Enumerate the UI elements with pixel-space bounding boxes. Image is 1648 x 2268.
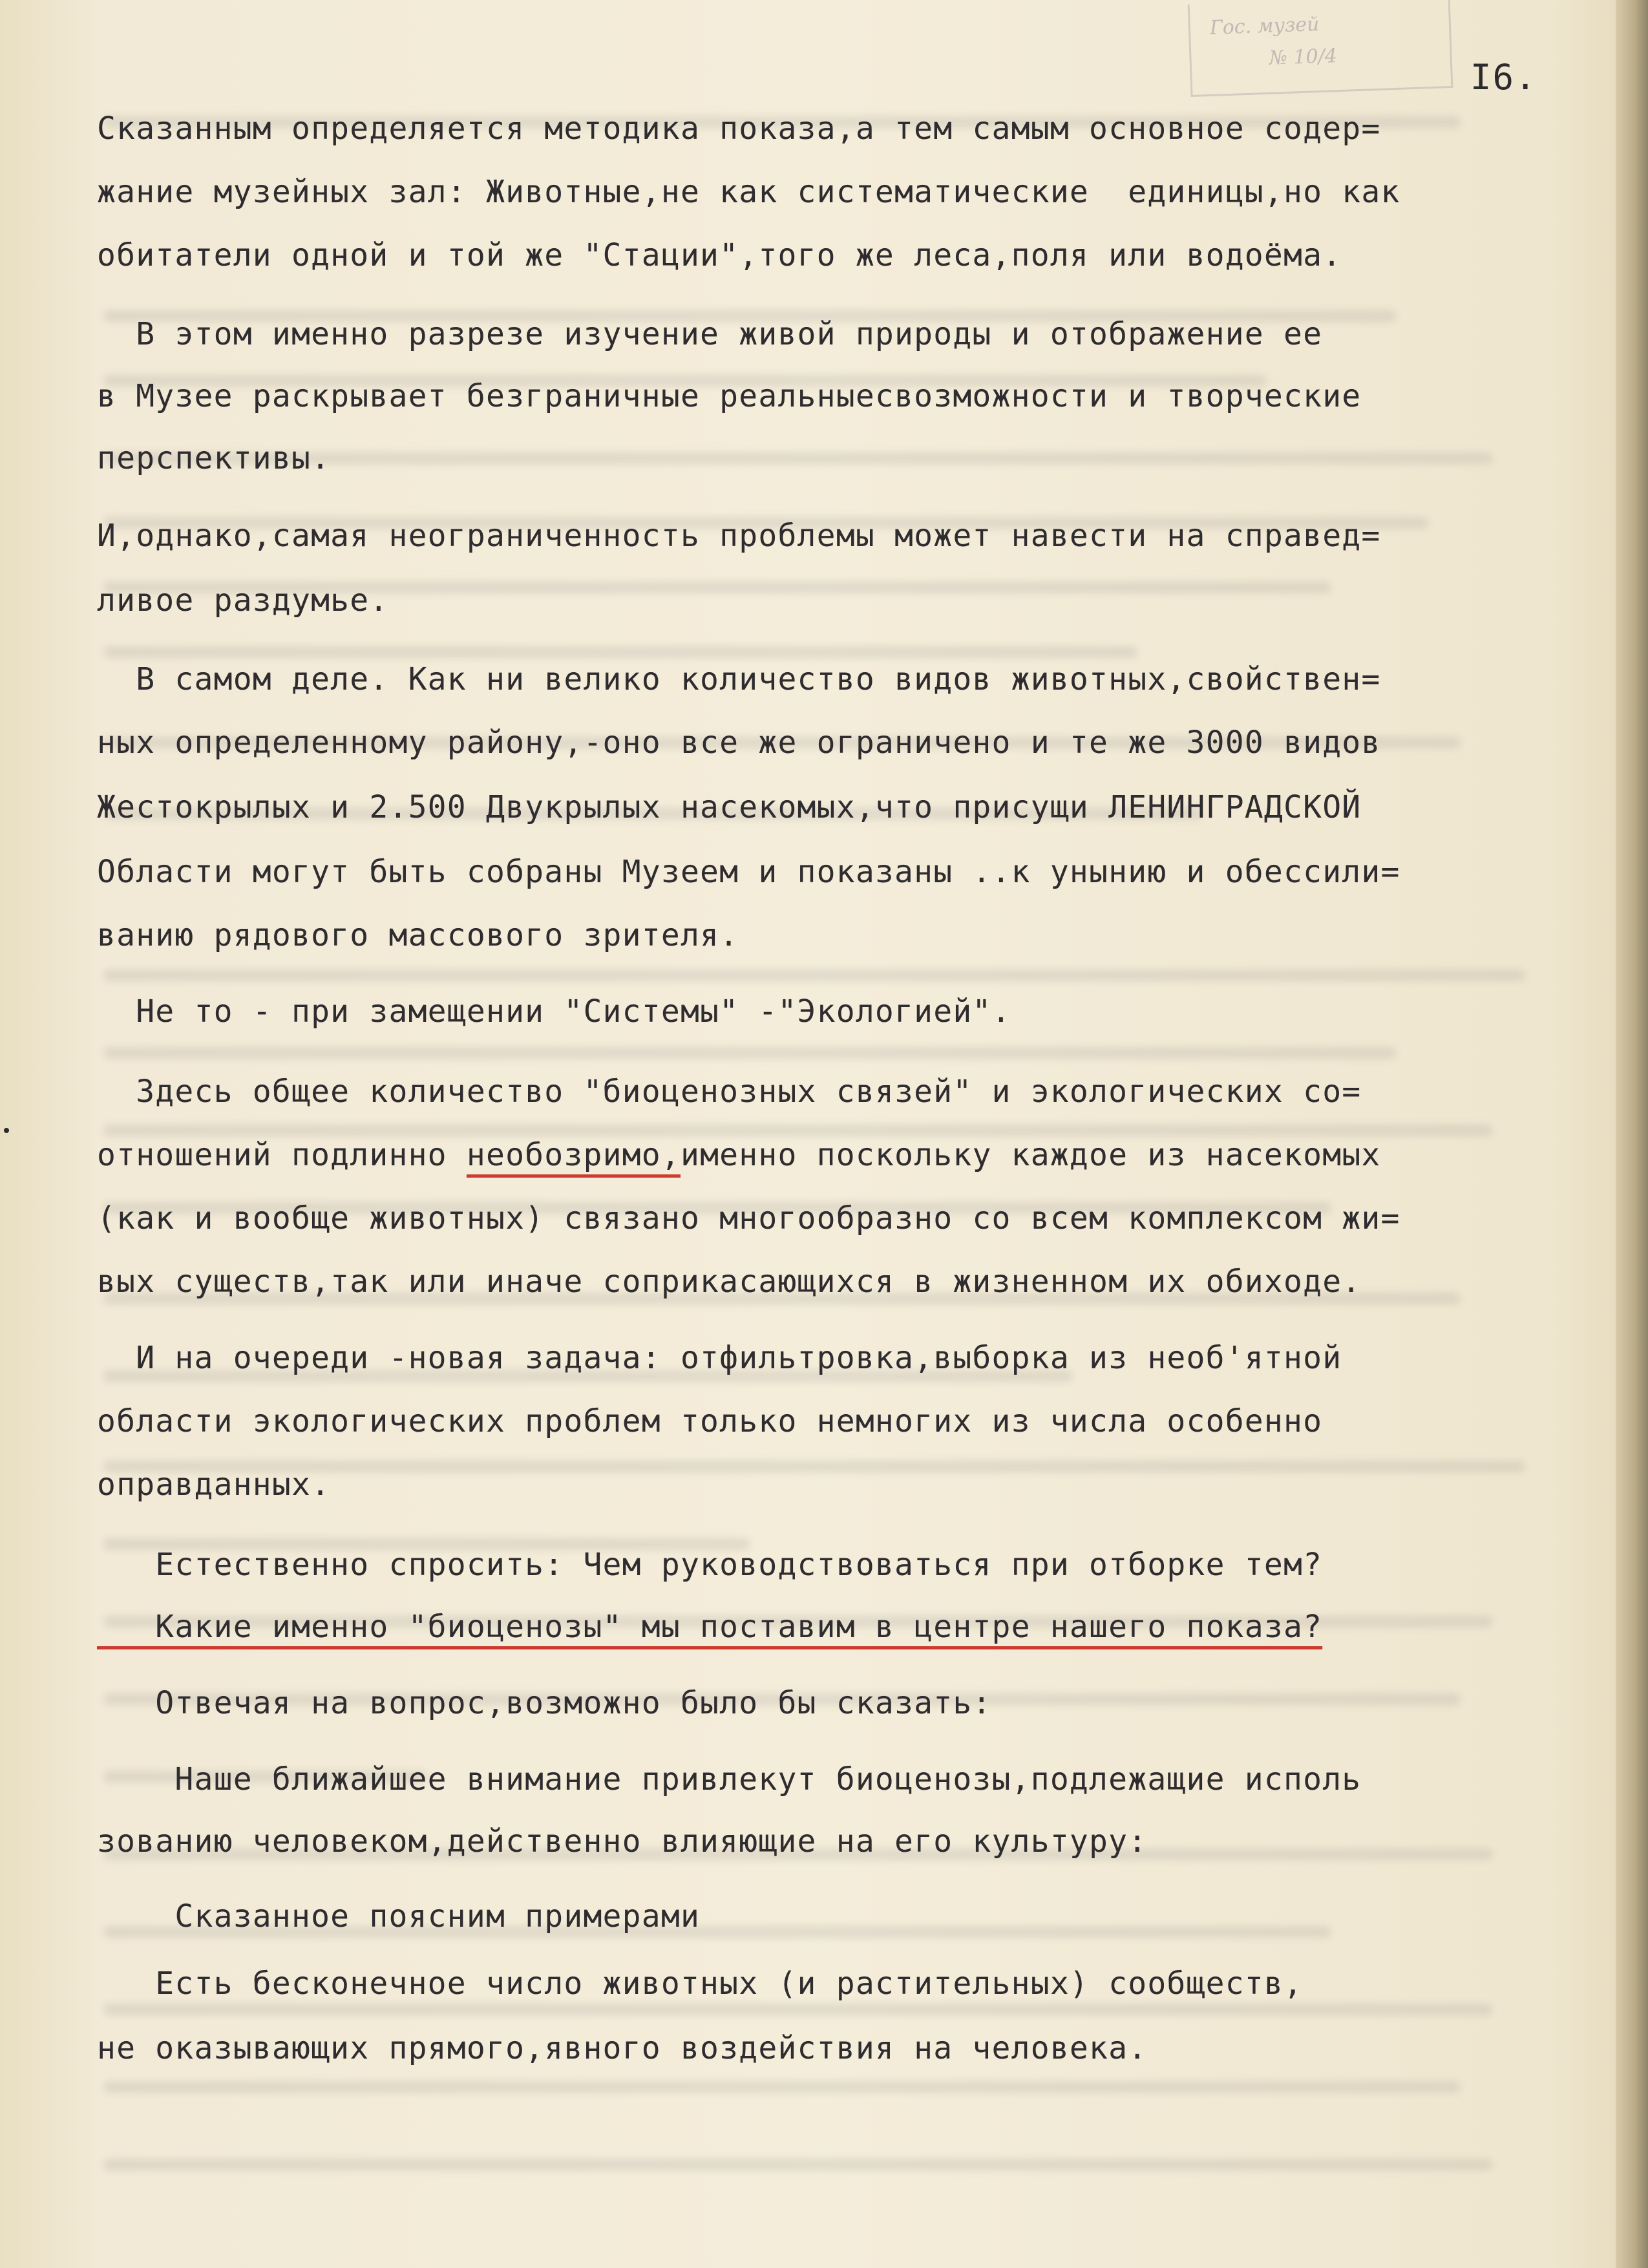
stamp-text-top: Гос. музей — [1209, 13, 1320, 39]
text-line: зованию человеком,действенно влияющие на его культуру: — [97, 1823, 1148, 1860]
text-line: перспективы. — [97, 440, 331, 476]
text-line: Не то - при замещении "Системы" -"Экологией". — [97, 993, 1011, 1030]
red-underlined-text: Какие именно "биоценозы" мы поставим в центре нашего показа? — [97, 1609, 1323, 1645]
text-line: ванию рядового массового зрителя. — [97, 917, 739, 953]
page-edge-shadow — [1616, 0, 1648, 2268]
text-line — [97, 1139, 1381, 1171]
text-line: жание музейных зал: Животные,не как систематические единицы,но как — [97, 174, 1400, 210]
text-line: обитатели одной и той же "Стации",того же леса,поля или водоёма. — [97, 237, 1342, 273]
text-line: (как и вообще животных) связано многообразно со всем комплексом жи= — [97, 1200, 1400, 1236]
text-line: И на очереди -новая задача: отфильтровка,выборка из необ'ятной — [97, 1340, 1342, 1376]
text-segment: отношений подлинно — [97, 1137, 467, 1173]
text-line: ных определенному району,-оно все же ограничено и те же 3000 видов — [97, 725, 1381, 761]
text-line: области экологических проблем только немногих из числа особенно — [97, 1403, 1323, 1439]
page-number: I6. — [1470, 57, 1537, 98]
text-line: И,однако,самая неограниченность проблемы может навести на справед= — [97, 518, 1381, 554]
red-underlined-text: необозримо, — [466, 1137, 681, 1173]
text-line — [97, 1609, 1323, 1645]
text-line: Области могут быть собраны Музеем и показаны ..к унынию и обессили= — [97, 854, 1400, 890]
text-line: не оказывающих прямого,явного воздействия на человека. — [97, 2030, 1148, 2066]
archive-stamp — [1188, 0, 1453, 97]
text-line: Здесь общее количество "биоценозных связей" и экологических со= — [97, 1074, 1362, 1110]
text-segment: именно поскольку каждое из насекомых — [680, 1137, 1381, 1173]
text-line: Сказанным определяется методика показа,а тем самым основное содер= — [97, 111, 1381, 147]
text-line: В этом именно разрезе изучение живой природы и отображение ее — [97, 316, 1323, 352]
text-line: оправданных. — [97, 1467, 331, 1503]
text-line: Естественно спросить: Чем руководствоваться при отборке тем? — [97, 1547, 1323, 1583]
text-line: Отвечая на вопрос,возможно было бы сказать: — [97, 1685, 992, 1721]
text-line: ливое раздумье. — [97, 582, 389, 619]
text-line: Есть бесконечное число животных (и растительных) сообществ, — [97, 1966, 1304, 2002]
text-line: В самом деле. Как ни велико количество видов животных,свойствен= — [97, 661, 1381, 697]
text-line: Жестокрылых и 2.500 Двукрылых насекомых,что присущи ЛЕНИНГРАДСКОЙ — [97, 789, 1362, 825]
stamp-text-number: № 10/4 — [1268, 45, 1338, 70]
ink-dot — [4, 1128, 9, 1133]
text-line: Сказанное поясним примерами — [97, 1898, 701, 1934]
text-line: вых существ,так или иначе соприкасающихся в жизненном их обиходе. — [97, 1264, 1362, 1300]
text-line: Наше ближайшее внимание привлекут биоценозы,подлежащие исполь — [97, 1761, 1362, 1797]
text-line: в Музее раскрывает безграничные реальныесвозможности и творческие — [97, 378, 1362, 414]
